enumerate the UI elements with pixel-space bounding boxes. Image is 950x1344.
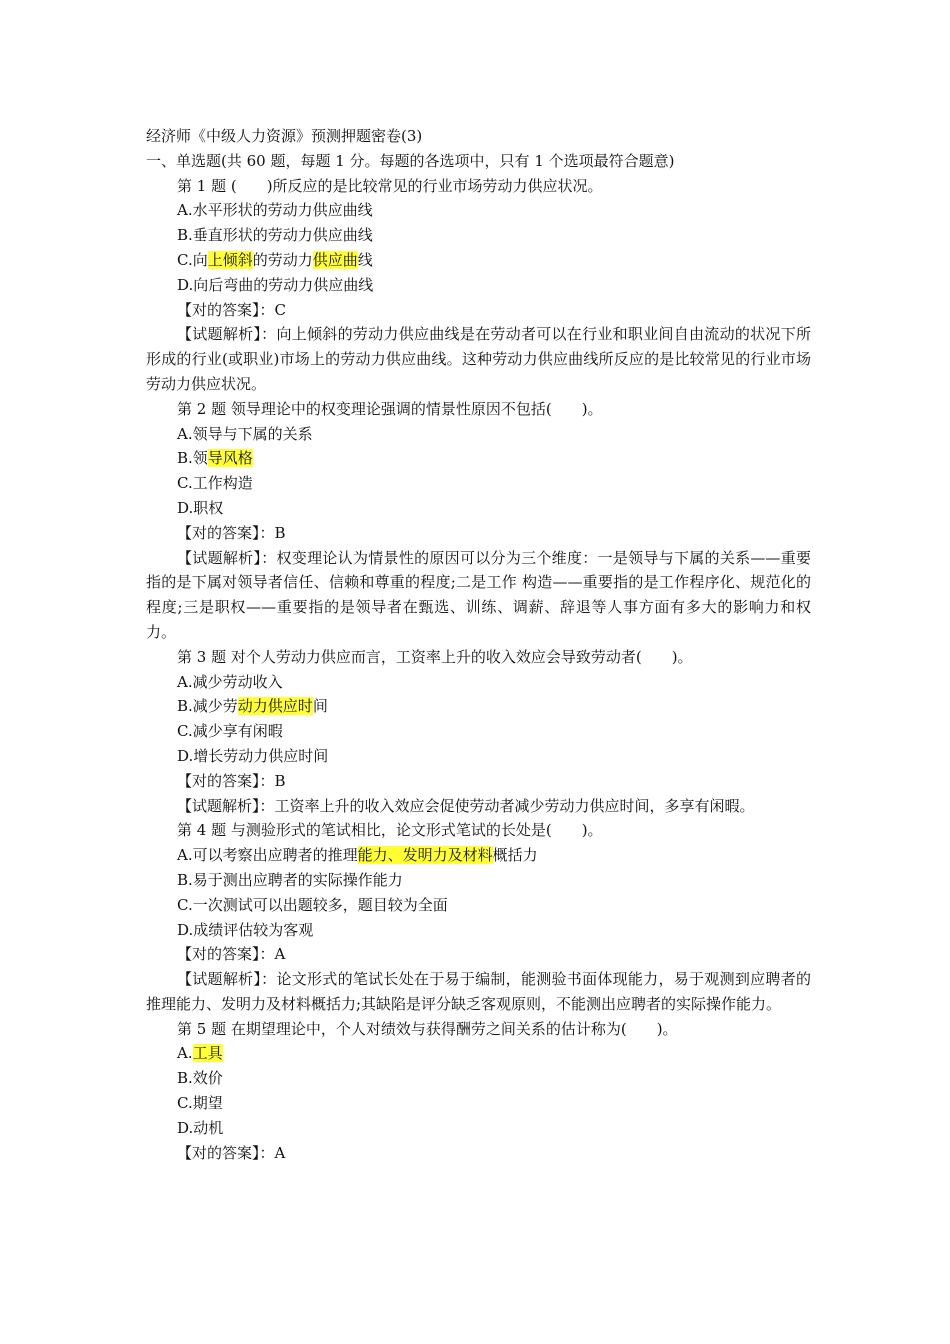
- question-2-option-b: [146, 446, 811, 471]
- question-3-option-a: A.减少劳动收入: [177, 672, 283, 691]
- question-2-option-c: C.工作构造: [177, 474, 253, 493]
- text-run: 概括力: [492, 846, 538, 865]
- text-run: 间: [312, 697, 328, 716]
- question-3-analysis: 【试题解析】：工资率上升的收入效应会促使劳动者减少劳动力供应时间，多享有闲暇。: [177, 796, 755, 815]
- doc-title: 经济师《中级人力资源》预测押题密卷(3): [146, 127, 423, 145]
- question-4-option-d: D.成绩评估较为客观: [177, 920, 314, 939]
- text-run: B.领: [177, 449, 208, 468]
- question-1-stem: 第 1 题 ( )所反应的是比较常见的行业市场劳动力供应状况。: [177, 176, 603, 195]
- question-2-option-d: D.职权: [177, 498, 224, 517]
- question-4-answer: 【对的答案】：A: [177, 945, 286, 964]
- text-run: 的劳动力: [252, 250, 313, 269]
- text-run: 线: [357, 250, 373, 269]
- question-4-option-b: B.易于测出应聘者的实际操作能力: [177, 870, 403, 889]
- question-2-answer: 【对的答案】：B: [177, 523, 286, 542]
- question-1-answer: 【对的答案】：C: [177, 300, 286, 319]
- question-5-stem: 第 5 题 在期望理论中，个人对绩效与获得酬劳之间关系的估计称为( )。: [177, 1019, 678, 1038]
- question-1-option-a: A.水平形状的劳动力供应曲线: [177, 201, 373, 220]
- question-5-option-a: [146, 1041, 811, 1066]
- question-2-option-a: A.领导与下属的关系: [177, 424, 313, 443]
- question-5-option-b: B.效价: [177, 1069, 223, 1088]
- highlighted-text: 导风格: [207, 449, 253, 468]
- text-run: A.: [177, 1044, 193, 1063]
- document-body: [146, 124, 811, 1165]
- highlighted-text: 动力供应时: [237, 697, 313, 716]
- question-5-option-d: D.动机: [177, 1118, 224, 1137]
- question-5-answer: 【对的答案】：A: [177, 1143, 286, 1162]
- text-run: B.减少劳: [177, 697, 238, 716]
- question-1-option-d: D.向后弯曲的劳动力供应曲线: [177, 275, 374, 294]
- question-4-option-c: C.一次测试可以出题较多，题目较为全面: [177, 895, 448, 914]
- question-3-option-c: C.减少享有闲暇: [177, 722, 283, 741]
- question-4-analysis: 【试题解析】：论文形式的笔试长处在于易于编制，能测验书面体现能力，易于观测到应聘者的推理能力、发明力及材料概括力;其缺陷是评分缺乏客观原则，不能测出应聘者的实际操作能力。: [146, 970, 811, 1013]
- question-3-option-d: D.增长劳动力供应时间: [177, 746, 329, 765]
- question-5-option-c: C.期望: [177, 1094, 223, 1113]
- text-run: C.向: [177, 250, 208, 269]
- question-1-analysis: 【试题解析】：向上倾斜的劳动力供应曲线是在劳动者可以在行业和职业间自由流动的状况下所形成的行业(或职业)市场上的劳动力供应曲线。这种劳动力供应曲线所反应的是比较常见的行业市场劳动力供应状况。: [146, 325, 811, 393]
- question-1-option-b: B.垂直形状的劳动力供应曲线: [177, 226, 373, 245]
- section-heading: 一、单选题(共 60 题，每题 1 分。每题的各选项中，只有 1 个选项最符合题意): [146, 151, 675, 170]
- highlighted-text: 工具: [192, 1044, 223, 1063]
- question-4-stem: 第 4 题 与测验形式的笔试相比，论文形式笔试的长处是( )。: [177, 821, 603, 840]
- question-2-stem: 第 2 题 领导理论中的权变理论强调的情景性原因不包括( )。: [177, 399, 603, 418]
- question-2-analysis: 【试题解析】：权变理论认为情景性的原因可以分为三个维度：一是领导与下属的关系——重要指的是下属对领导者信任、信赖和尊重的程度;二是工作 构造——重要指的是工作程序化、规范化的程度;三是职权——重要指的是领导者在甄选、训练、调薪、辞退等人事方面有多大的影响力和权力。: [146, 548, 811, 641]
- highlighted-text: 能力、发明力及材料: [357, 846, 493, 865]
- highlighted-text: 上倾斜: [207, 250, 253, 269]
- question-3-answer: 【对的答案】：B: [177, 771, 286, 790]
- text-run: A.可以考察出应聘者的推理: [177, 846, 358, 865]
- question-3-stem: 第 3 题 对个人劳动力供应而言，工资率上升的收入效应会导致劳动者( )。: [177, 647, 693, 666]
- question-3-option-b: [146, 694, 811, 719]
- question-1-option-c: [146, 248, 811, 273]
- question-4-option-a: [146, 843, 811, 868]
- highlighted-text: 供应曲: [312, 250, 358, 269]
